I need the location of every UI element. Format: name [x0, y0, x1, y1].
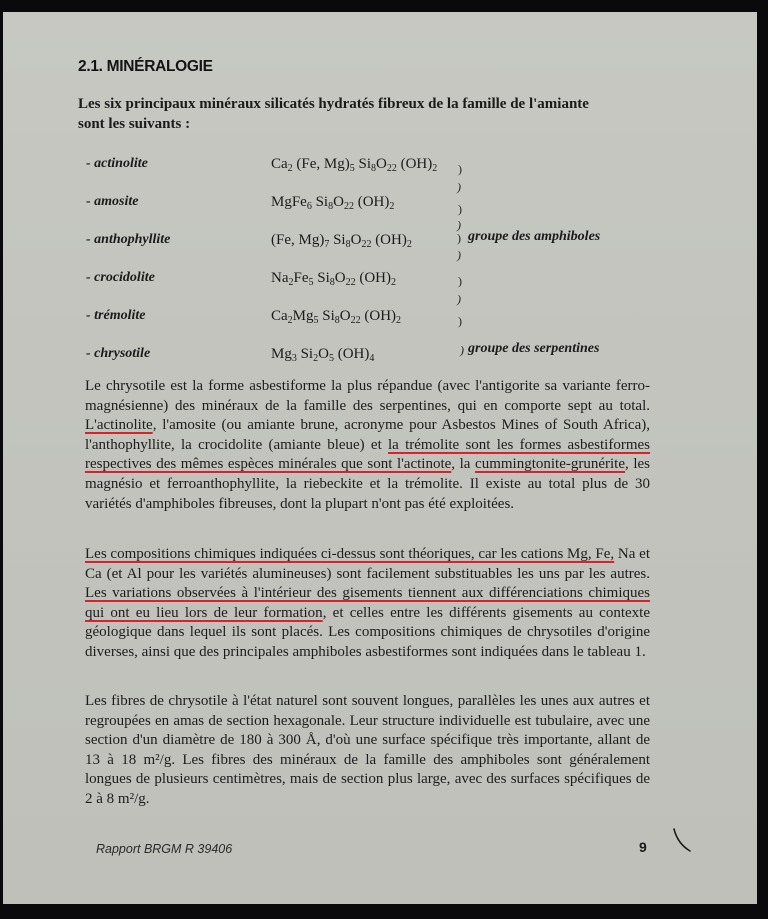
mineral-name: - amosite — [86, 194, 139, 209]
mineral-name: - crocidolite — [86, 270, 155, 285]
mineral-formula: (Fe, $Mg)_7$ $Si_8O_{22}$ $(OH)_2$ — [271, 232, 412, 250]
mineral-formula: MgFe$_6$ $Si_8O_{22}$ $(OH)_2$ — [271, 194, 395, 212]
highlighted-passage: L'actinolite — [85, 417, 153, 434]
paragraph-fibre-structure: Les fibres de chrysotile à l'état naturel sont souvent longues, parallèles les unes aux autres et regroupées en amas de section hexagonale. Leur structure individuelle est tubulaire, avec une section d'un diamètre de 180 à 300 Å, d'où une surface spécifique très importante, allant de 13 à 18 m²/g. Les fibres des minéraux de la famille des amphiboles sont généralement longues de plusieurs centimètres, mais de section plus large, avec des surfaces spécifiques de 2 à 8 m²/g. — [85, 693, 650, 807]
page-number: 9 — [639, 839, 647, 855]
bracket-glyph: ) — [458, 274, 462, 288]
bracket-glyph: ) — [458, 202, 462, 216]
bracket-glyph: ) — [457, 231, 461, 245]
highlighted-passage: cummingtonite-grunérite — [475, 456, 625, 473]
mineral-formula: $Ca_2Mg_5$ $Si_8O_{22}$ $(OH)_2$ — [271, 308, 402, 326]
mineral-formula: $Na_2Fe_5$ $Si_8O_{22}$ $(OH)_2$ — [271, 270, 397, 288]
bracket-glyph: ) — [457, 292, 461, 306]
mineral-formula: $Ca_2$ (Fe, $Mg)_5$ $Si_8O_{22}$ $(OH)_2$ — [271, 156, 438, 174]
mineral-name: - actinolite — [86, 156, 148, 171]
section-heading: 2.1. MINÉRALOGIE — [78, 58, 213, 75]
paragraph-chemical-compositions: Les compositions chimiques indiquées ci-dessus sont théoriques, car les cations Mg, Fe, Na et Ca (et Al pour les variétés alumineuses) sont facilement substituables les uns par les autres. Les variations observées à l'intérieur des gisements tiennent aux différenciations chimiques qui ont eu lieu lors de leur formation, et celles entre les différents gisements au contexte géologique dans lequel ils sont placés. Les compositions chimiques de chrysotiles d'origine diverses, ainsi que des principales amphiboles asbestiformes sont indiquées dans le tableau 1. — [85, 546, 650, 660]
bracket-glyph: ) — [457, 218, 461, 232]
bracket-glyph: ) — [458, 314, 462, 328]
mineral-formula: $Mg_3$ $Si_2O_5$ $(OH)_4$ — [271, 346, 375, 364]
bracket-glyph: ) — [458, 162, 462, 176]
mineral-row — [3, 346, 757, 366]
pen-mark-icon — [671, 827, 695, 855]
report-reference: Rapport BRGM R 39406 — [96, 842, 233, 856]
highlighted-passage: Les compositions chimiques indiquées ci-dessus sont théoriques, car les cations Mg, Fe, — [85, 546, 615, 562]
mineral-row — [3, 232, 757, 252]
document-page — [3, 12, 757, 904]
mineral-name: - chrysotile — [86, 346, 151, 361]
highlighted-passage: Les variations observées à l'intérieur des gisements tiennent aux différenciations chimiques qui ont eu lieu lors de leur formation — [85, 585, 650, 621]
group-label-serpentines: groupe des serpentines — [468, 341, 600, 356]
mineral-row — [3, 270, 757, 290]
bracket-glyph: ) — [457, 248, 461, 262]
mineral-row — [3, 194, 757, 214]
group-label-amphiboles: groupe des amphiboles — [468, 229, 601, 244]
bracket-glyph: ) — [457, 180, 461, 194]
paragraph-chrysotile-forms: Le chrysotile est la forme asbestiforme la plus répandue (avec l'antigorite sa variante ferro-magnésienne) des minéraux de la famille des serpentines, qui en comporte sept au total. L'actinolite, l'amosite (ou amiante brune, acronyme pour Asbestos Mines of South Africa), l'anthophyllite, la crocidolite (amiante bleue) et la trémolite sont les formes asbestiformes respectives des mêmes espèces minérales que sont l'actinote, la cummingtonite-grunérite, les magnésio et ferroanthophyllite, la riebeckite et la trémolite. Il existe au total plus de 30 variétés d'amphiboles fibreuses, dont la plupart n'ont pas été exploitées. — [85, 378, 651, 512]
mineral-row — [3, 308, 757, 328]
mineral-name: - anthophyllite — [86, 232, 171, 247]
bracket-glyph: ) — [460, 343, 464, 357]
mineral-name: - trémolite — [86, 308, 146, 323]
mineral-row — [3, 156, 757, 176]
intro-text: Les six principaux minéraux silicatés hydratés fibreux de la famille de l'amiante sont les suivants : — [78, 96, 589, 132]
highlighted-passage: la trémolite sont les formes asbestiformes respectives des mêmes espèces minérales que sont l'actinote — [85, 436, 651, 473]
